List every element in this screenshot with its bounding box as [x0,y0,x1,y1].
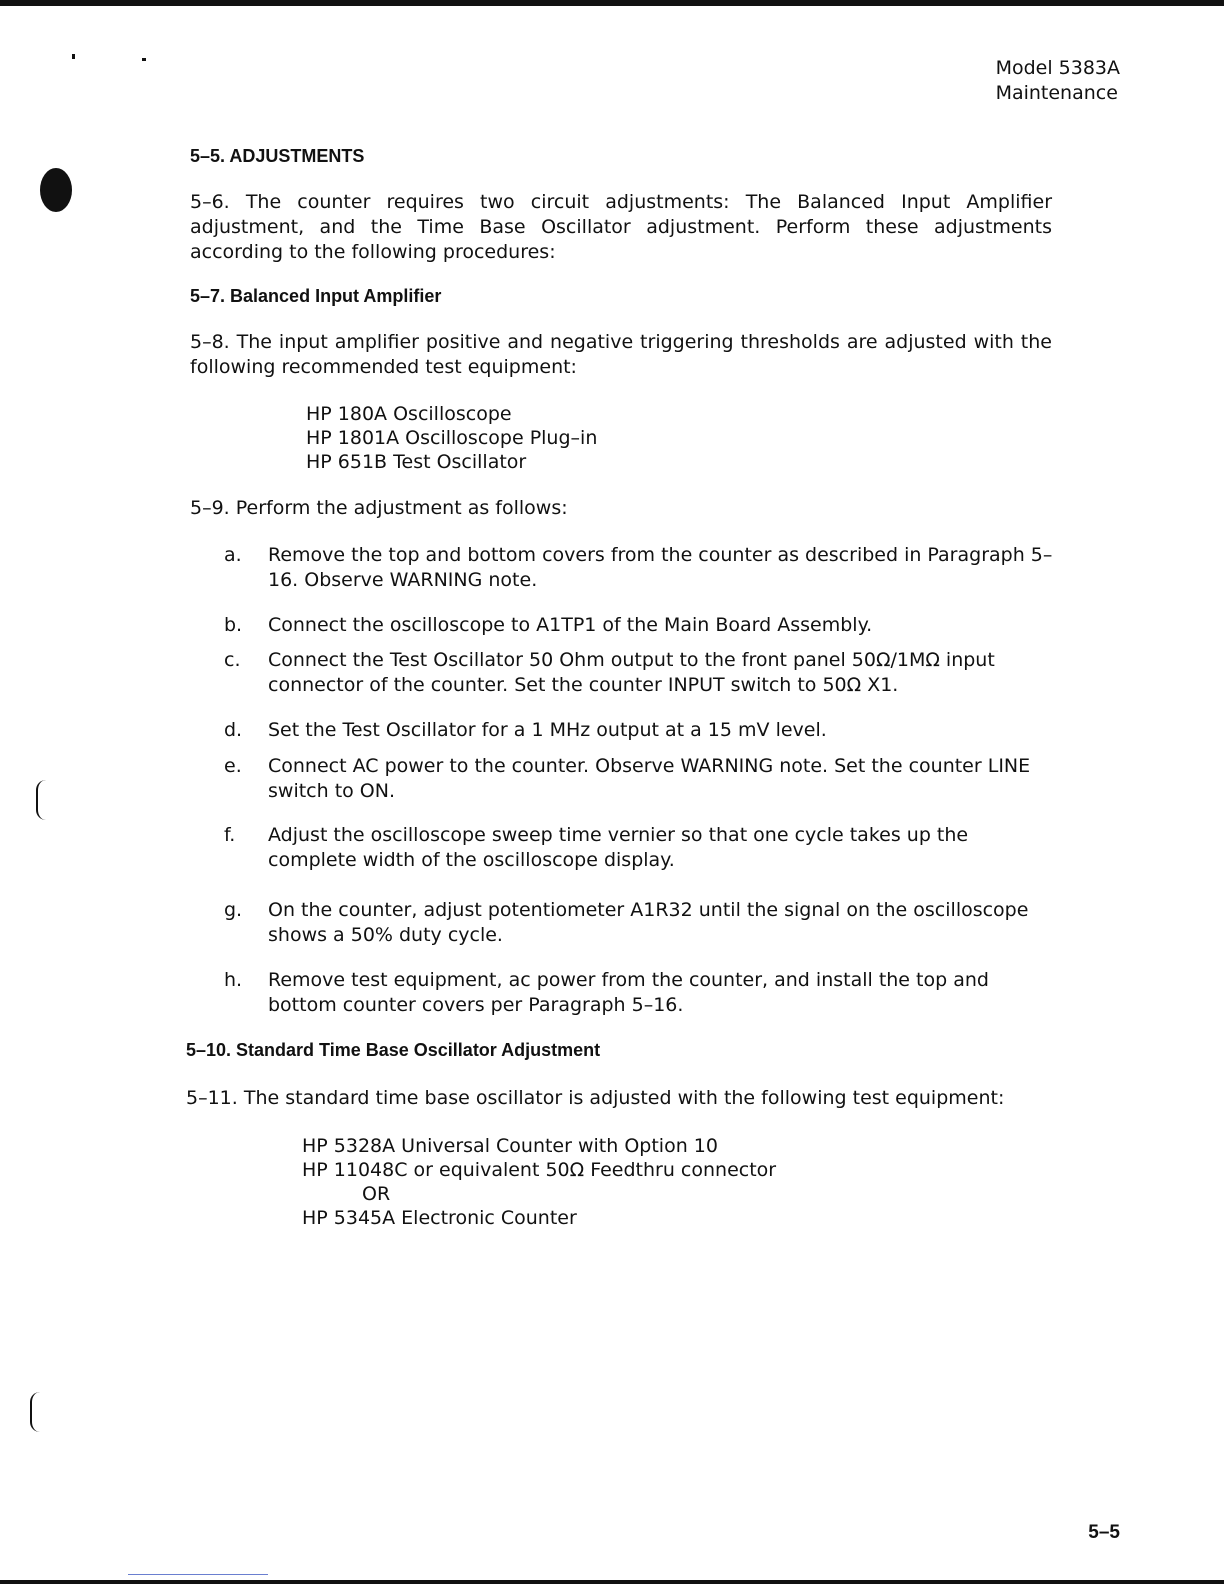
step-label: f. [224,824,236,846]
step-label: g. [224,899,243,921]
equipment-item: HP 1801A Oscilloscope Plug–in [306,427,598,449]
step-e [224,754,1054,804]
paragraph-5-11: 5–11. The standard time base oscillator is adjusted with the following test equipment: [186,1087,1005,1109]
step-label: d. [224,719,243,741]
step-a [224,543,1054,593]
step-text: Remove test equipment, ac power from the counter, and install the top and bottom counter covers per Paragraph 5–16. [268,969,989,1016]
equipment-list-5-8 [306,402,597,474]
scan-bracket-mark [36,780,46,820]
section-label: Maintenance [995,82,1118,104]
step-g [224,898,1054,948]
scan-artifact-line [128,1574,268,1575]
equipment-or-separator: OR [362,1183,391,1205]
scan-speck [72,54,75,59]
step-text: Connect the oscilloscope to A1TP1 of the Main Board Assembly. [268,614,873,636]
scan-top-edge [0,0,1224,6]
step-text: On the counter, adjust potentiometer A1R32 until the signal on the oscilloscope shows a 50% duty cycle. [268,899,1029,946]
paragraph-5-9: 5–9. Perform the adjustment as follows: [190,497,568,519]
scan-bracket-mark [30,1392,40,1432]
step-c [224,648,1054,698]
step-label: c. [224,649,241,671]
step-text: Remove the top and bottom covers from the counter as described in Paragraph 5–16. Observe WARNING note. [268,544,1053,591]
step-label: h. [224,969,243,991]
step-text: Set the Test Oscillator for a 1 MHz output at a 15 mV level. [268,719,827,741]
heading-5-10: 5–10. Standard Time Base Oscillator Adjustment [186,1040,601,1060]
equipment-item: HP 651B Test Oscillator [306,451,527,473]
equipment-item: HP 5345A Electronic Counter [302,1207,577,1229]
scan-bottom-edge [0,1580,1224,1584]
step-f [224,823,1054,873]
page-number: 5–5 [1088,1522,1120,1543]
paragraph-5-6: 5–6. The counter requires two circuit adjustments: The Balanced Input Amplifier adjustment, and the Time Base Oscillator adjustment. Perform these adjustments according to the following procedures: [190,191,1052,263]
equipment-item: HP 180A Oscilloscope [306,403,512,425]
step-h [224,968,1054,1018]
heading-5-5: 5–5. ADJUSTMENTS [190,146,365,166]
step-text: Adjust the oscilloscope sweep time vernier so that one cycle takes up the complete width of the oscilloscope display. [268,824,969,871]
model-label: Model 5383A [995,57,1120,79]
scan-speck [142,58,146,61]
equipment-item: HP 11048C or equivalent 50Ω Feedthru connector [302,1159,777,1181]
step-label: e. [224,755,242,777]
step-b [224,613,1054,638]
step-text: Connect the Test Oscillator 50 Ohm output to the front panel 50Ω/1MΩ input connector of the counter. Set the counter INPUT switch to 50Ω X1. [268,649,995,696]
page-header [996,56,1120,106]
step-label: a. [224,544,242,566]
paragraph-5-8: 5–8. The input amplifier positive and negative triggering thresholds are adjusted with the following recommended test equipment: [190,331,1052,378]
binder-hole-mark [40,168,72,212]
step-text: Connect AC power to the counter. Observe WARNING note. Set the counter LINE switch to ON. [268,755,1031,802]
step-label: b. [224,614,243,636]
equipment-item: HP 5328A Universal Counter with Option 10 [302,1135,718,1157]
step-d [224,718,1054,743]
heading-5-7: 5–7. Balanced Input Amplifier [190,286,442,306]
equipment-list-5-11 [302,1134,776,1230]
